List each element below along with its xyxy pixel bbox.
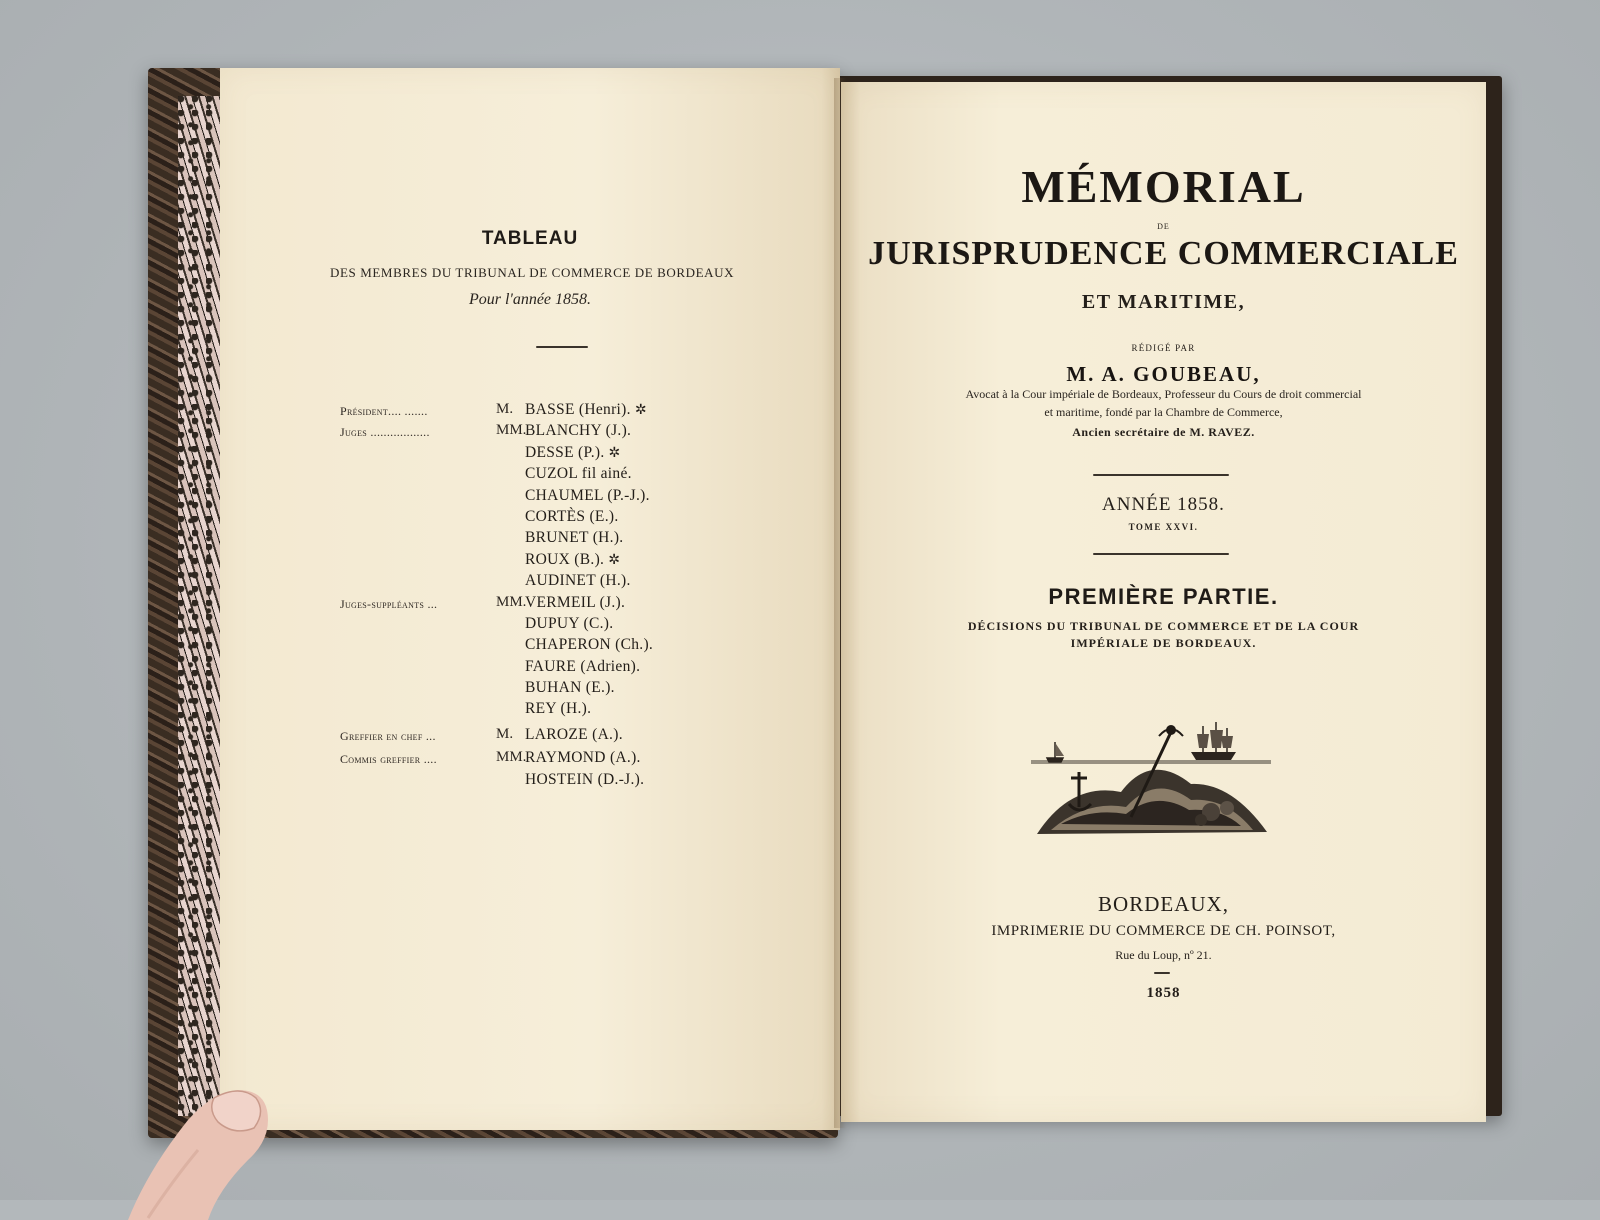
member-row: [340, 636, 810, 657]
redige-par: RÉDIGÉ PAR: [1131, 343, 1196, 353]
left-page: [220, 68, 840, 1130]
member-name-text: HOSTEIN (D.-J.).: [525, 770, 645, 788]
member-name: [525, 401, 647, 419]
member-name-text: CHAPERON (Ch.).: [525, 636, 654, 654]
member-name-text: ROUX (B.).: [525, 550, 605, 568]
author-name: M. A. GOUBEAU,: [1066, 362, 1261, 386]
member-row: [340, 679, 810, 700]
member-honorific: M.: [496, 725, 514, 742]
imprint-year: 1858: [1146, 985, 1181, 1001]
member-row: [340, 444, 810, 465]
member-row: [340, 487, 810, 508]
author-credential-2: et maritime, fondé par la Chambre de Commerce,: [1044, 405, 1283, 419]
member-role: Commis greffier ....: [340, 752, 437, 767]
ornamental-rule-bottom: [1093, 553, 1229, 555]
member-name: [525, 726, 623, 744]
legion-honneur-star-icon: ✲: [608, 552, 621, 568]
title-de: DE: [1157, 222, 1170, 231]
member-row: [340, 726, 810, 747]
member-row: [340, 465, 810, 486]
member-name: [525, 615, 613, 633]
member-row: [340, 422, 810, 443]
member-name: [525, 636, 653, 654]
member-row: [340, 749, 810, 770]
part-description-1: DÉCISIONS DU TRIBUNAL DE COMMERCE ET DE LA COUR: [967, 619, 1360, 633]
member-honorific: MM.: [496, 422, 527, 439]
member-row: [340, 572, 810, 593]
member-name-text: CHAUMEL (P.-J.).: [525, 486, 650, 504]
imprint-city: BORDEAUX,: [1098, 892, 1229, 916]
member-name: [525, 679, 615, 697]
book-subtitle-2: ET MARITIME,: [1081, 291, 1246, 313]
member-name: [525, 422, 631, 440]
member-name: [525, 749, 641, 767]
member-name-text: RAYMOND (A.).: [525, 749, 641, 767]
member-name: [525, 487, 650, 505]
member-name-text: CORTÈS (E.).: [525, 507, 619, 525]
member-row: [340, 700, 810, 721]
book-subtitle: JURISPRUDENCE COMMERCIALE: [868, 235, 1459, 272]
member-name: [525, 444, 621, 462]
member-name-text: DUPUY (C.).: [525, 614, 614, 632]
member-name: [525, 771, 644, 789]
member-name-text: AUDINET (H.).: [525, 572, 631, 590]
imprint-printer: IMPRIMERIE DU COMMERCE DE CH. POINSOT,: [991, 923, 1336, 939]
marbled-endpaper: [178, 96, 220, 1116]
legion-honneur-star-icon: ✲: [634, 403, 647, 418]
member-row: [340, 615, 810, 636]
author-credential-3: Ancien secrétaire de M. RAVEZ.: [1072, 425, 1255, 439]
volume-tome: TOME XXVI.: [1128, 522, 1199, 532]
part-heading: PREMIÈRE PARTIE.: [1048, 584, 1279, 609]
imprint-address: Rue du Loup, nº 21.: [1115, 948, 1212, 962]
member-row: [340, 658, 810, 679]
member-name: [525, 700, 591, 718]
ornamental-rule-top: [1093, 474, 1229, 476]
tableau-heading: TABLEAU: [481, 228, 579, 249]
member-role: Juges ..................: [340, 425, 430, 440]
member-name: [525, 658, 640, 676]
members-list: [340, 401, 810, 792]
member-row: [340, 551, 810, 572]
member-name-text: DESSE (P.).: [525, 443, 605, 461]
legion-honneur-star-icon: ✲: [608, 445, 621, 461]
member-honorific: MM.: [496, 749, 527, 766]
member-name-text: VERMEIL (J.).: [525, 593, 626, 611]
member-name-text: REY (H.).: [525, 700, 592, 718]
member-name: [525, 594, 625, 612]
member-row: [340, 529, 810, 550]
member-row: [340, 508, 810, 529]
member-name-text: BRUNET (H.).: [525, 529, 624, 547]
book-title: MÉMORIAL: [1021, 161, 1306, 212]
right-page: [841, 82, 1486, 1122]
volume-year: ANNÉE 1858.: [1102, 494, 1225, 515]
member-role: Président.... .......: [340, 404, 428, 418]
member-name-text: CUZOL fil ainé.: [525, 465, 632, 483]
member-row: [340, 594, 810, 615]
member-name-text: BLANCHY (J.).: [525, 422, 632, 440]
thumb: [118, 1050, 278, 1220]
member-name: [525, 572, 631, 590]
imprint-rule: [1154, 972, 1170, 974]
member-name-text: BASSE (Henri).: [525, 401, 631, 418]
member-name-text: BUHAN (E.).: [525, 679, 615, 697]
part-description-2: IMPÉRIALE DE BORDEAUX.: [1070, 636, 1257, 650]
member-name: [525, 508, 619, 526]
member-role: Greffier en chef ...: [340, 728, 436, 743]
member-name-text: FAURE (Adrien).: [525, 657, 641, 675]
member-name: [525, 465, 632, 483]
maritime-vignette-engraving: [1031, 712, 1271, 842]
tableau-subheading: DES MEMBRES DU TRIBUNAL DE COMMERCE DE BORDEAUX: [330, 265, 735, 280]
member-name: [525, 529, 623, 547]
ornamental-rule: [536, 346, 588, 348]
member-honorific: M.: [496, 401, 514, 417]
member-role: Juges-suppléants ...: [340, 596, 438, 611]
member-name: [525, 551, 620, 569]
author-credential-1: Avocat à la Cour impériale de Bordeaux, Professeur du Cours de droit commercial: [965, 387, 1362, 401]
member-row: [340, 401, 810, 422]
member-row: [340, 771, 810, 792]
member-honorific: MM.: [496, 593, 527, 610]
member-name-text: LAROZE (A.).: [525, 725, 623, 743]
tableau-year-line: Pour l'année 1858.: [468, 291, 592, 308]
